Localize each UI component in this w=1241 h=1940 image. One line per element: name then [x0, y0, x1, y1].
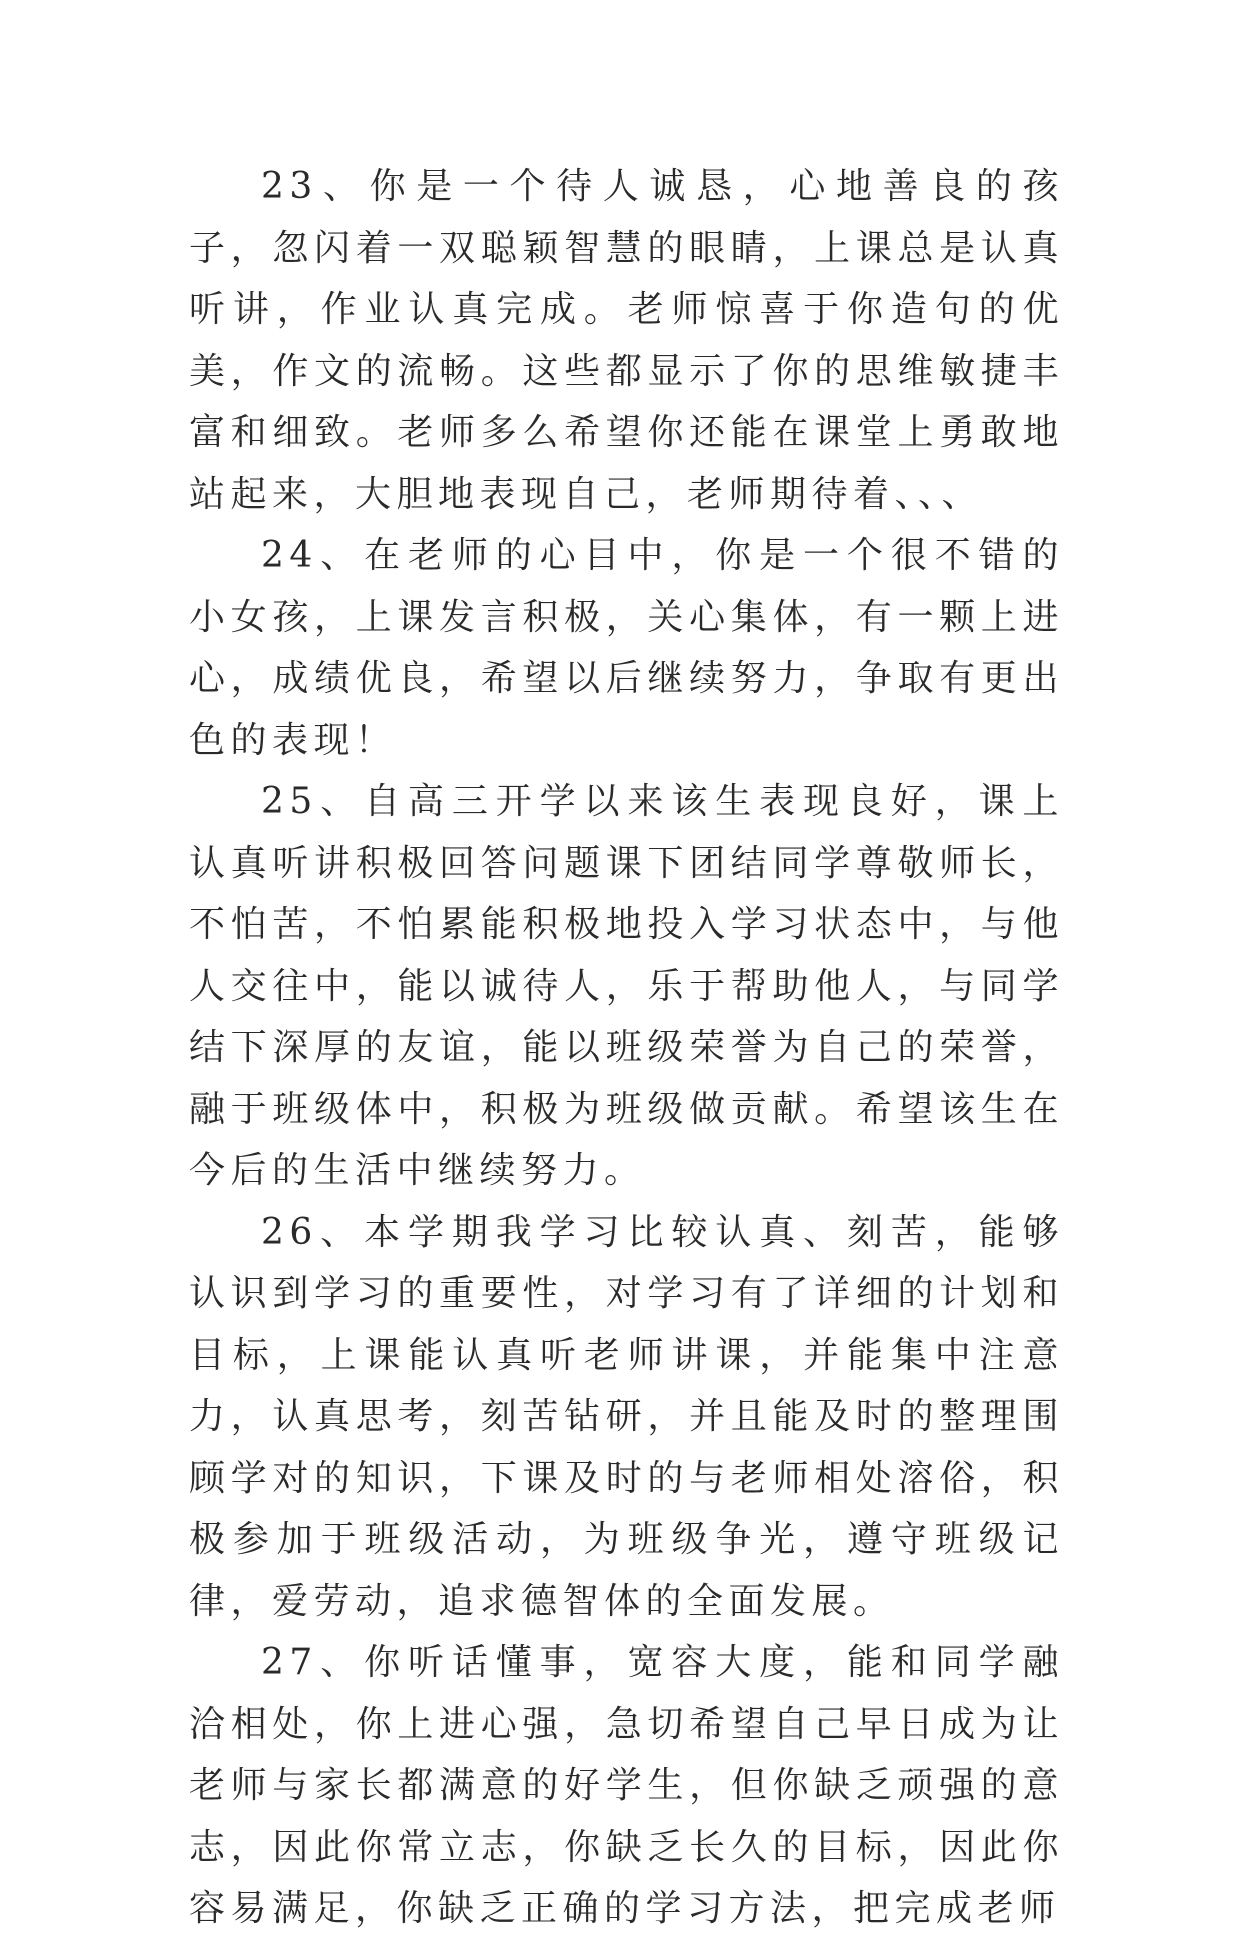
paragraph-26: 26、本学期我学习比较认真、刻苦，能够认识到学习的重要性，对学习有了详细的计划和目标，上课能认真听老师讲课，并能集中注意力，认真思考，刻苦钻研，并且能及时的整理围顾学对的知识，下课及时的与老师相处溶俗，积极参加于班级活动，为班级争光，遵守班级记律，爱劳动，追求德智体的全面发展。 — [189, 1211, 1064, 1622]
paragraph-23: 23、你是一个待人诚恳，心地善良的孩子，忽闪着一双聪颖智慧的眼睛，上课总是认真听讲，作业认真完成。老师惊喜于你造句的优美，作文的流畅。这些都显示了你的思维敏捷丰富和细致。老师多么希望你还能在课堂上勇敢地站起来，大胆地表现自己，老师期待着、、、 — [189, 166, 1064, 515]
paragraph-25: 25、自高三开学以来该生表现良好，课上认真听讲积极回答问题课下团结同学尊敬师长，不怕苦，不怕累能积极地投入学习状态中，与他人交往中，能以诚待人，乐于帮助他人，与同学结下深厚的友谊，能以班级荣誉为自己的荣誉，融于班级体中，积极为班级做贡献。希望该生在今后的生活中继续努力。 — [189, 781, 1064, 1191]
paragraph-27: 27、你听话懂事，宽容大度，能和同学融洽相处，你上进心强，急切希望自己早日成为让老师与家长都满意的好学生，但你缺乏顽强的意志，因此你常立志，你缺乏长久的目标，因此你容易满足，你缺乏正确的学习方法，把完成老师 — [189, 1642, 1064, 1929]
document-body — [189, 156, 1064, 1940]
paragraph-24: 24、在老师的心目中，你是一个很不错的小女孩，上课发言积极，关心集体，有一颗上进心，成绩优良，希望以后继续努力，争取有更出色的表现！ — [189, 535, 1064, 761]
